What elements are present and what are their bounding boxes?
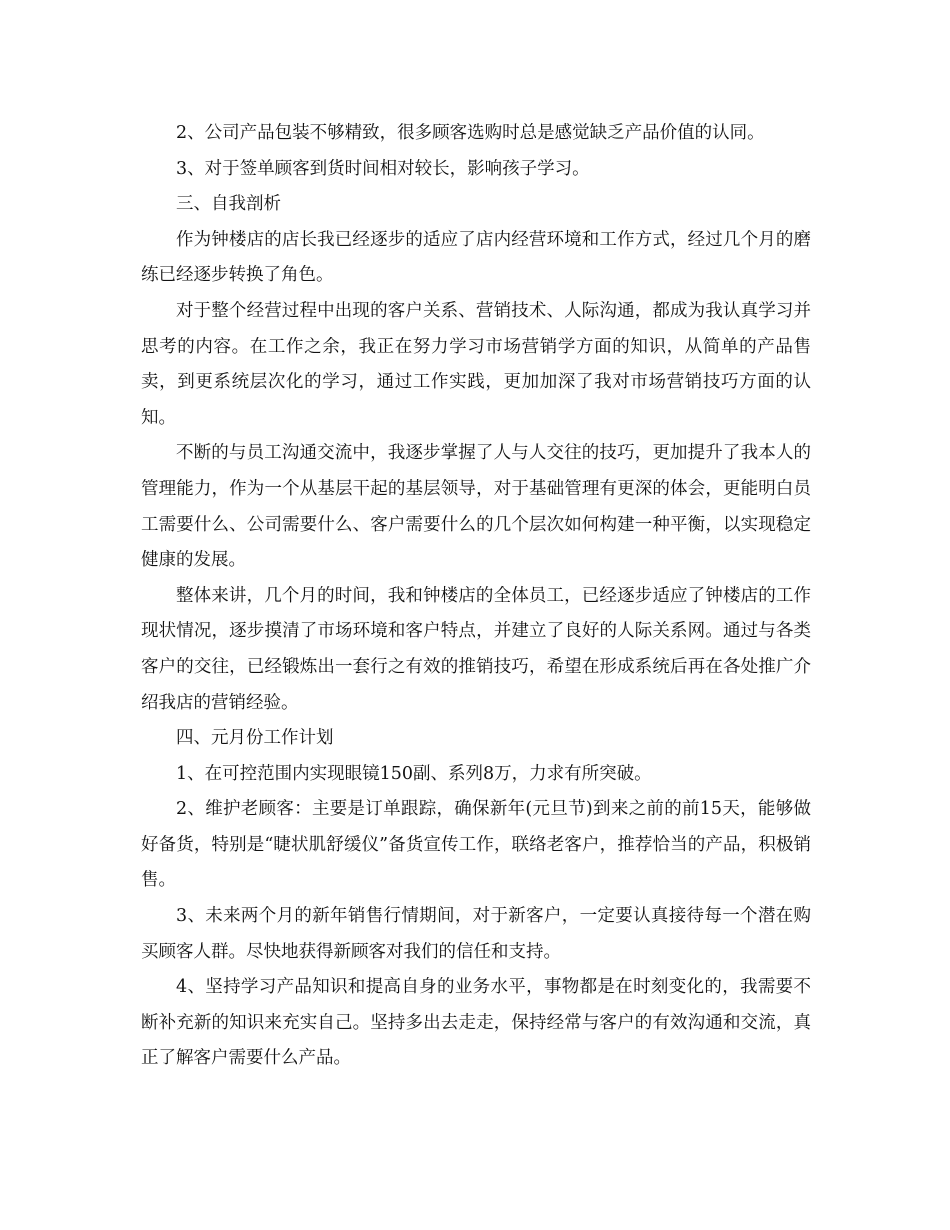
document-body bbox=[141, 116, 811, 1077]
paragraph-packaging-issue: 2、公司产品包装不够精致，很多顾客选购时总是感觉缺乏产品价值的认同。 bbox=[176, 123, 765, 143]
paragraph-learning-marketing: 对于整个经营过程中出现的客户关系、营销技术、人际沟通，都成为我认真学习并思考的内容。在工作之余，我正在努力学习市场营销学方面的知识，从简单的产品售卖，到更系统层次化的学习，通过工作实践，更加加深了我对市场营销技巧方面的认知。 bbox=[141, 300, 811, 428]
paragraph-plan-new-customers: 3、未来两个月的新年销售行情期间，对于新客户，一定要认真接待每一个潜在购买顾客人群。尽快地获得新顾客对我们的信任和支持。 bbox=[141, 906, 811, 962]
paragraph-plan-self-improvement: 4、坚持学习产品知识和提高自身的业务水平，事物都是在时刻变化的，我需要不断补充新的知识来充实自己。坚持多出去走走，保持经常与客户的有效沟通和交流，真正了解客户需要什么产品。 bbox=[141, 977, 811, 1069]
paragraph-plan-sales-target: 1、在可控范围内实现眼镜150副、系列8万，力求有所突破。 bbox=[176, 763, 652, 784]
section-heading-january-plan: 四、元月份工作计划 bbox=[176, 728, 334, 749]
paragraph-staff-communication: 不断的与员工沟通交流中，我逐步掌握了人与人交往的技巧，更加提升了我本人的管理能力，作为一个从基层干起的基层领导，对于基础管理有更深的体会，更能明白员工需要什么、公司需要什么、客户需要什么的几个层次如何构建一种平衡，以实现稳定健康的发展。 bbox=[141, 443, 811, 571]
paragraph-store-manager-role: 作为钟楼店的店长我已经逐步的适应了店内经营环境和工作方式，经过几个月的磨练已经逐步转换了角色。 bbox=[141, 229, 811, 286]
paragraph-overall-summary: 整体来讲，几个月的时间，我和钟楼店的全体员工，已经逐步适应了钟楼店的工作现状情况，逐步摸清了市场环境和客户特点，并建立了良好的人际关系网。通过与各类客户的交往，已经锻炼出一套行之有效的推销技巧，希望在形成系统后再在各处推广介绍我店的营销经验。 bbox=[141, 585, 811, 713]
paragraph-delivery-issue: 3、对于签单顾客到货时间相对较长，影响孩子学习。 bbox=[176, 158, 590, 179]
section-heading-self-analysis: 三、自我剖析 bbox=[176, 194, 281, 215]
paragraph-plan-old-customers: 2、维护老顾客：主要是订单跟踪，确保新年(元旦节)到来之前的前15天，能够做好备货，特别是“睫状肌舒缓仪”备货宣传工作，联络老客户，推荐恰当的产品，积极销售。 bbox=[141, 799, 811, 891]
